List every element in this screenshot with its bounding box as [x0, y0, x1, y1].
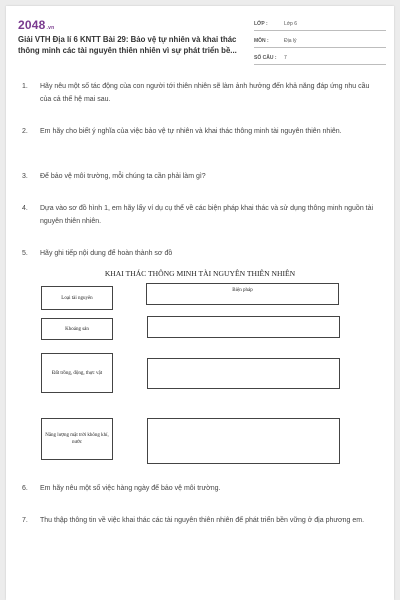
question-text: Để bảo vệ môi trường, mỗi chúng ta cần phải làm gì? [40, 173, 206, 180]
meta-panel [254, 18, 386, 69]
question-text: Em hãy nêu một số việc hàng ngày để bảo vệ môi trường. [40, 485, 221, 492]
document-page [6, 6, 394, 600]
meta-row-class [254, 18, 386, 31]
question-4 [22, 203, 382, 228]
question-number: 7. [22, 517, 28, 524]
diagram-header-right: Biện pháp [146, 283, 339, 305]
meta-row-subject [254, 35, 386, 48]
question-text: Dựa vào sơ đồ hình 1, em hãy lấy ví dụ cụ thể về các biện pháp khai thác và sử dụng thông minh nguồn tài nguyên thiên nhiên. [40, 205, 374, 225]
question-5 [22, 248, 382, 261]
meta-label: MÔN : [254, 38, 269, 44]
site-logo[interactable] [18, 18, 54, 32]
meta-row-count [254, 52, 386, 65]
diagram-title: KHAI THÁC THÔNG MINH TÀI NGUYÊN THIÊN NHIÊN [104, 269, 296, 278]
logo-suffix: .vn [46, 25, 55, 31]
question-number: 5. [22, 250, 28, 257]
meta-value: Lớp 6 [284, 21, 298, 27]
logo-text: 2048 [18, 18, 46, 32]
diagram-row-label: Đất trồng, động, thực vật [41, 353, 113, 393]
question-2 [22, 126, 382, 139]
diagram-answer-box [147, 358, 340, 389]
document-title: Giải VTH Địa lí 6 KNTT Bài 29: Bảo vệ tự nhiên và khai thác thông minh các tài nguyên thiên nhiên vì sự phát triển bề... [18, 35, 237, 55]
question-text: Hãy nêu một số tác động của con người tới thiên nhiên sẽ làm ảnh hưởng đến khả năng đáp ứng nhu cầu của cả thế hệ mai sau. [40, 83, 370, 103]
meta-label: LỚP : [254, 21, 268, 27]
question-number: 2. [22, 128, 28, 135]
question-number: 1. [22, 83, 28, 90]
diagram-header-left: Loại tài nguyên [41, 286, 113, 310]
question-7 [22, 515, 382, 528]
question-text: Thu thập thông tin về việc khai thác các tài nguyên thiên nhiên để phát triển bền vững ở địa phương em. [40, 517, 365, 524]
question-1 [22, 81, 382, 106]
question-number: 6. [22, 485, 28, 492]
question-text: Hãy ghi tiếp nội dung để hoàn thành sơ đồ [40, 250, 173, 257]
meta-label: SỐ CÂU : [254, 55, 277, 61]
question-number: 3. [22, 173, 28, 180]
meta-value: 7 [284, 55, 287, 61]
diagram-answer-box [147, 418, 340, 464]
diagram-row-label: Năng lượng mặt trời không khí, nước [41, 418, 113, 460]
question-3 [22, 171, 382, 184]
diagram-row-label: Khoáng sản [41, 318, 113, 340]
meta-value: Địa lý [284, 38, 297, 44]
diagram-answer-box [147, 316, 340, 338]
question-number: 4. [22, 205, 28, 212]
question-6 [22, 483, 382, 496]
question-text: Em hãy cho biết ý nghĩa của việc bảo vệ tự nhiên và khai thác thông minh tài nguyên thiên nhiên. [40, 128, 342, 135]
